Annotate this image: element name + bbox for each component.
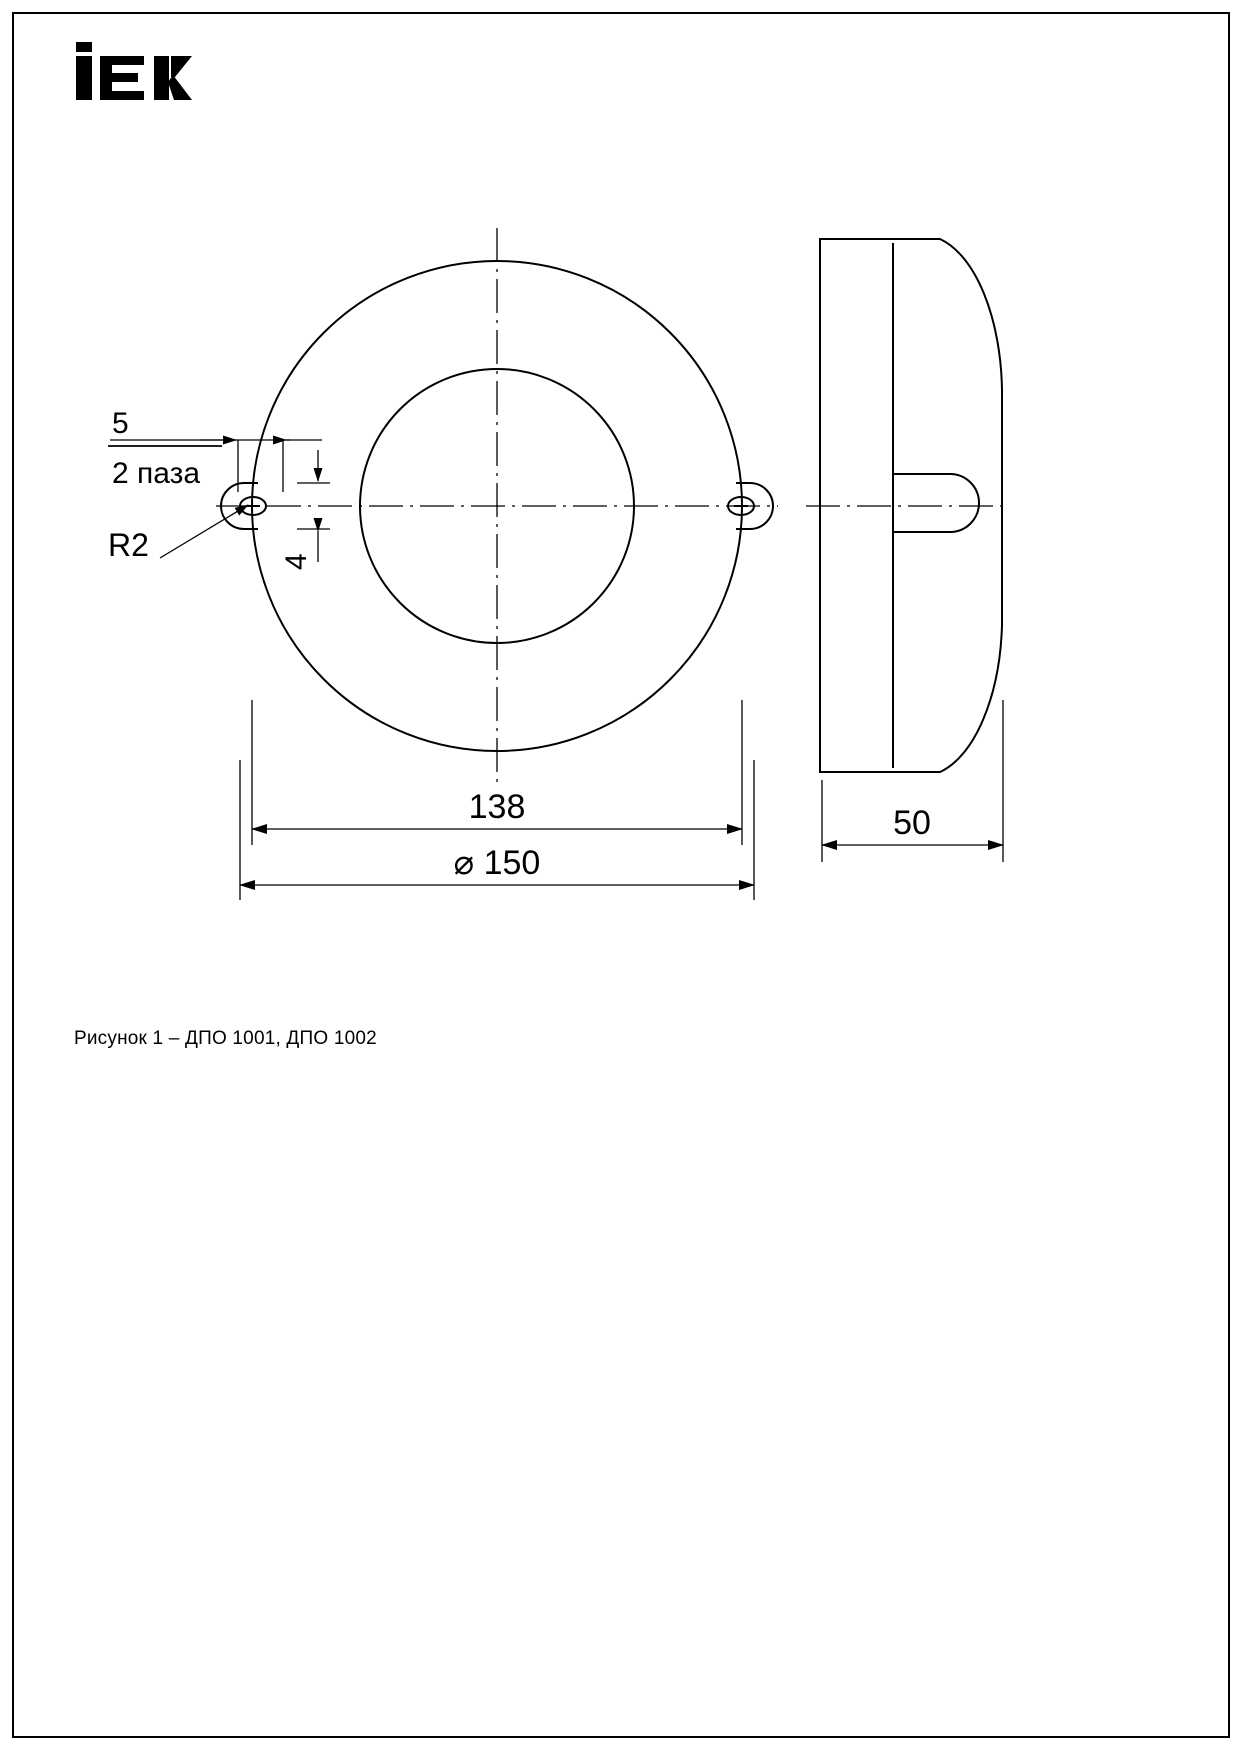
inner-diameter-label: 138 [468,788,526,826]
slot-width-label: 5 [112,407,129,440]
radius-leader [160,505,248,558]
slot-height-label: 4 [280,553,313,570]
side-view [806,239,1010,862]
front-view [108,228,778,900]
radius-label: R2 [108,527,149,563]
side-mounting-lug [893,474,979,532]
figure-caption: Рисунок 1 – ДПО 1001, ДПО 1002 [74,1028,377,1049]
slot-count-label: 2 паза [112,457,201,490]
depth-label: 50 [893,804,931,842]
outer-diameter-label: ⌀ 150 [453,844,541,882]
front-view-centerlines [216,228,778,784]
